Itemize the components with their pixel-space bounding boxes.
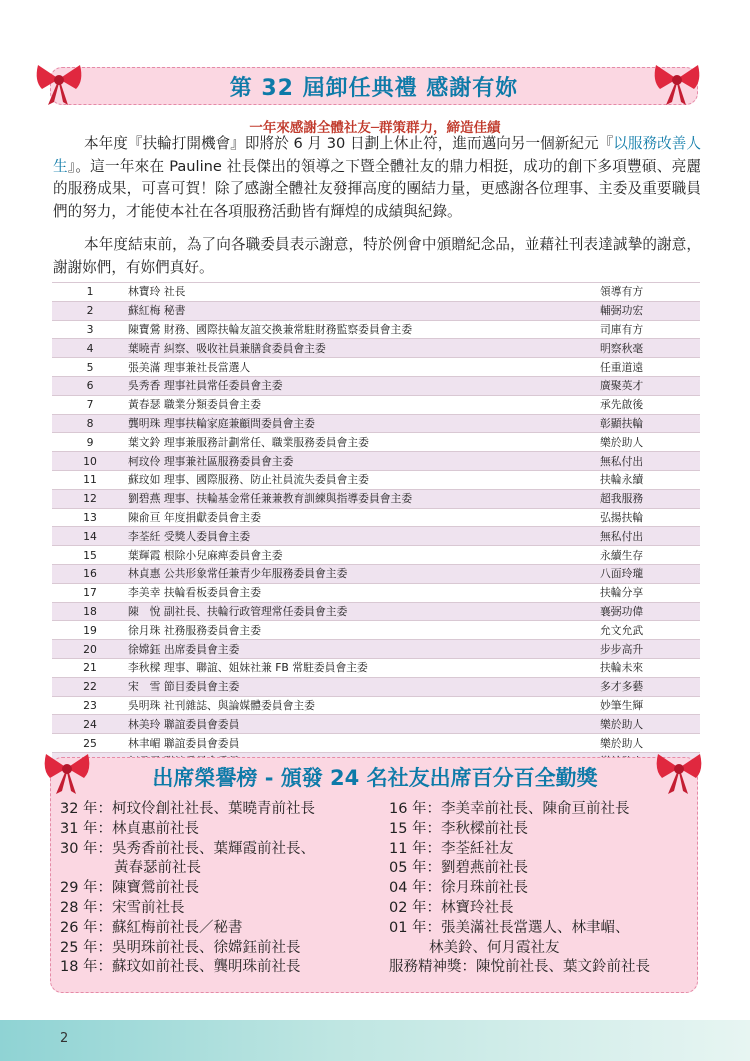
attendance-line: 01 年：張美滿社長當選人、林聿嵋、 <box>389 919 630 936</box>
attendance-left-column <box>60 800 315 978</box>
member-no: 25 <box>52 734 128 753</box>
table-row <box>52 489 700 508</box>
table-row <box>52 734 700 753</box>
member-name: 吳秀香 理事社員常任委員會主委 <box>128 376 600 395</box>
table-row <box>52 470 700 489</box>
member-motto: 樂於助人 <box>600 734 700 753</box>
member-no: 4 <box>52 339 128 358</box>
attendance-right-column <box>389 800 650 978</box>
table-row <box>52 301 700 320</box>
member-name: 吳明珠 社刊雜誌、與論媒體委員會主委 <box>128 696 600 715</box>
thanks-paragraph: 本年度結束前，為了向各職委員表示謝意，特於例會中頒贈紀念品，並藉社刊表達誠摯的謝意，謝謝妳們，有妳們真好。 <box>53 236 701 276</box>
table-row <box>52 715 700 734</box>
member-motto: 領導有方 <box>600 283 700 302</box>
member-no: 1 <box>52 283 128 302</box>
member-no: 16 <box>52 564 128 583</box>
member-motto: 樂於助人 <box>600 433 700 452</box>
member-name: 李荃紝 受獎人委員會主委 <box>128 527 600 546</box>
member-motto: 承先啟後 <box>600 395 700 414</box>
member-name: 林貞惠 公共形象常任兼青少年服務委員會主委 <box>128 564 600 583</box>
member-no: 21 <box>52 658 128 677</box>
member-motto: 步步高升 <box>600 640 700 659</box>
intro-text-1: 本年度『扶輪打開機會』即將於 6 月 30 日劃上休止符，進而邁向另一個新紀元『 <box>84 135 614 152</box>
member-no: 6 <box>52 376 128 395</box>
member-no: 9 <box>52 433 128 452</box>
table-row <box>52 508 700 527</box>
attendance-line: 15 年：李秋樑前社長 <box>389 820 529 837</box>
attendance-title: 出席榮譽榜 - 頒發 24 名社友出席百分百全勤獎 <box>152 766 598 790</box>
member-name: 宋 雪 節目委員會主委 <box>128 677 600 696</box>
member-no: 24 <box>52 715 128 734</box>
member-motto: 彰顯扶輪 <box>600 414 700 433</box>
intro-paragraph <box>53 133 701 223</box>
member-motto: 司庫有方 <box>600 320 700 339</box>
member-motto: 超我服務 <box>600 489 700 508</box>
table-row <box>52 452 700 471</box>
member-name: 蘇紅梅 秘書 <box>128 301 600 320</box>
member-name: 龔明珠 理事扶輪家庭兼顧問委員會主委 <box>128 414 600 433</box>
member-name: 徐嫦鈺 出席委員會主委 <box>128 640 600 659</box>
table-row <box>52 283 700 302</box>
attendance-box <box>50 757 698 993</box>
member-motto: 八面玲瓏 <box>600 564 700 583</box>
ribbon-bow-icon <box>650 55 704 109</box>
member-motto: 多才多藝 <box>600 677 700 696</box>
attendance-line: 25 年：吳明珠前社長、徐嫦鈺前社長 <box>60 939 301 956</box>
member-motto: 任重道遠 <box>600 358 700 377</box>
title-banner <box>50 67 698 105</box>
member-motto: 扶輪分享 <box>600 583 700 602</box>
attendance-line: 28 年：宋雪前社長 <box>60 899 185 916</box>
member-name: 陳俞亘 年度捐獻委員會主委 <box>128 508 600 527</box>
attendance-line: 04 年：徐月珠前社長 <box>389 880 529 897</box>
member-motto: 樂於助人 <box>600 715 700 734</box>
member-name: 蘇玟如 理事、國際服務、防止社員流失委員會主委 <box>128 470 600 489</box>
table-row <box>52 339 700 358</box>
table-row <box>52 621 700 640</box>
member-name: 葉文鈴 理事兼服務計劃常任、職業服務委員會主委 <box>128 433 600 452</box>
member-name: 林寶玲 社長 <box>128 283 600 302</box>
member-motto: 永續生存 <box>600 546 700 565</box>
member-motto: 明察秋毫 <box>600 339 700 358</box>
member-no: 13 <box>52 508 128 527</box>
table-row <box>52 433 700 452</box>
table-row <box>52 527 700 546</box>
member-no: 5 <box>52 358 128 377</box>
attendance-line: 26 年：蘇紅梅前社長／秘書 <box>60 919 243 936</box>
member-no: 12 <box>52 489 128 508</box>
member-no: 15 <box>52 546 128 565</box>
member-name: 林聿嵋 聯誼委員會委員 <box>128 734 600 753</box>
member-motto: 允文允武 <box>600 621 700 640</box>
member-no: 7 <box>52 395 128 414</box>
member-no: 17 <box>52 583 128 602</box>
member-no: 18 <box>52 602 128 621</box>
attendance-line: 16 年：李美幸前社長、陳俞亘前社長 <box>389 801 630 817</box>
member-no: 22 <box>52 677 128 696</box>
table-row <box>52 546 700 565</box>
attendance-line: 服務精神獎：陳悅前社長、葉文鈴前社長 <box>389 959 650 976</box>
member-motto: 扶輪未來 <box>600 658 700 677</box>
member-name: 葉曉青 糾察、吸收社員兼膳食委員會主委 <box>128 339 600 358</box>
table-row <box>52 583 700 602</box>
page-title: 第 32 屆卸任典禮 感謝有妳 <box>229 75 519 101</box>
member-name: 張美滿 理事兼社長當選人 <box>128 358 600 377</box>
table-row <box>52 376 700 395</box>
member-no: 14 <box>52 527 128 546</box>
ribbon-bow-icon <box>40 744 94 798</box>
member-name: 林美玲 聯誼委員會委員 <box>128 715 600 734</box>
ribbon-bow-icon <box>652 744 706 798</box>
members-table <box>52 282 700 772</box>
attendance-line: 黃春瑟前社長 <box>114 860 201 877</box>
intro-text-2: 』。這一年來在 Pauline 社長傑出的領導之下暨全體社友的鼎力相挺，成功的創下多項豐碩、亮麗的服務成果，可喜可賀！除了感謝全體社友發揮高度的團結力量，更感謝各位理事、主委及重要職員們的努力，才能使本社在各項服務活動皆有輝煌的成績與紀錄。 <box>53 157 701 220</box>
member-no: 23 <box>52 696 128 715</box>
member-motto: 輔弼功宏 <box>600 301 700 320</box>
page-number: 2 <box>60 1031 69 1046</box>
member-motto: 妙筆生輝 <box>600 696 700 715</box>
member-name: 李秋樑 理事、聯誼、姐妹社兼 FB 常駐委員會主委 <box>128 658 600 677</box>
member-no: 10 <box>52 452 128 471</box>
member-motto: 襄弼功偉 <box>600 602 700 621</box>
table-row <box>52 640 700 659</box>
member-name: 徐月珠 社務服務委員會主委 <box>128 621 600 640</box>
ribbon-bow-icon <box>32 55 86 109</box>
attendance-line: 05 年：劉碧燕前社長 <box>389 860 529 877</box>
table-row <box>52 602 700 621</box>
table-row <box>52 564 700 583</box>
member-no: 3 <box>52 320 128 339</box>
table-row <box>52 320 700 339</box>
table-row <box>52 658 700 677</box>
table-row <box>52 414 700 433</box>
member-name: 黃春瑟 職業分類委員會主委 <box>128 395 600 414</box>
attendance-line: 林美鈴、何月霞社友 <box>429 939 560 956</box>
footer-band <box>0 1020 750 1061</box>
attendance-line: 30 年：吳秀香前社長、葉輝霞前社長、 <box>60 840 316 857</box>
table-row <box>52 677 700 696</box>
member-motto: 弘揚扶輪 <box>600 508 700 527</box>
member-name: 陳寶鶯 財務、國際扶輪友誼交換兼常駐財務監察委員會主委 <box>128 320 600 339</box>
attendance-line: 32 年：柯玟伶創社社長、葉曉青前社長 <box>60 801 316 817</box>
table-row <box>52 696 700 715</box>
member-no: 2 <box>52 301 128 320</box>
member-name: 李美幸 扶輪看板委員會主委 <box>128 583 600 602</box>
member-name: 劉碧燕 理事、扶輪基金常任兼兼教育訓練與指導委員會主委 <box>128 489 600 508</box>
subtitle: 一年來感謝全體社友─群策群力，締造佳績 <box>249 120 501 136</box>
attendance-line: 02 年：林寶玲社長 <box>389 899 514 916</box>
member-no: 8 <box>52 414 128 433</box>
member-motto: 無私付出 <box>600 452 700 471</box>
member-name: 陳 悅 副社長、扶輪行政管理常任委員會主委 <box>128 602 600 621</box>
attendance-line: 31 年：林貞惠前社長 <box>60 820 200 837</box>
member-no: 20 <box>52 640 128 659</box>
member-motto: 扶輪永續 <box>600 470 700 489</box>
attendance-line: 29 年：陳寶鶯前社長 <box>60 880 200 897</box>
table-row <box>52 358 700 377</box>
member-no: 11 <box>52 470 128 489</box>
member-name: 葉輝霞 根除小兒麻痺委員會主委 <box>128 546 600 565</box>
attendance-line: 11 年：李荃紝社友 <box>389 840 514 857</box>
intro-highlight: 以服務改善人生 <box>53 135 701 175</box>
member-motto: 廣聚英才 <box>600 376 700 395</box>
member-motto: 無私付出 <box>600 527 700 546</box>
attendance-line: 18 年：蘇玟如前社長、龔明珠前社長 <box>60 959 301 976</box>
member-no: 19 <box>52 621 128 640</box>
member-name: 柯玟伶 理事兼社區服務委員會主委 <box>128 452 600 471</box>
table-row <box>52 395 700 414</box>
